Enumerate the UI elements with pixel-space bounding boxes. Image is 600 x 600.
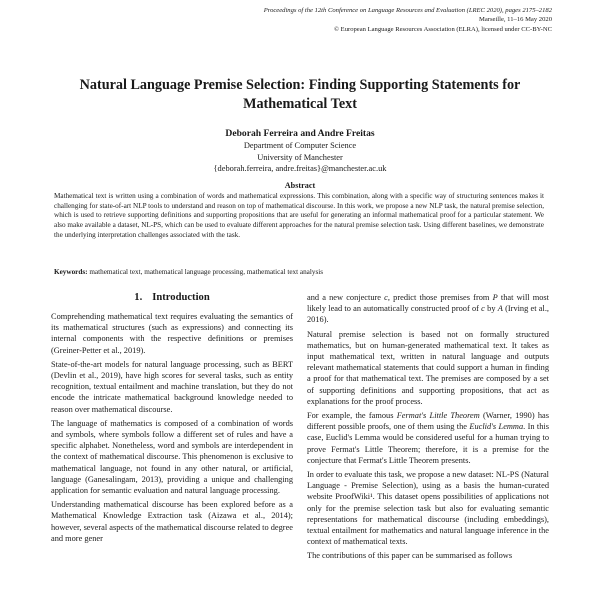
right-column [307,292,549,565]
author-block [0,127,600,175]
paragraph: Comprehending mathematical text requires evaluating the semantics of its mathematical structures (such as expressions) and connecting its internal components with the respective definitions or premises (Greiner-Petter et al., 2019). [51,312,293,355]
paper-title: Natural Language Premise Selection: Finding Supporting Statements for Mathematical Text [79,77,521,112]
section-number: 1. [134,292,143,303]
section-heading [51,292,293,303]
paragraph: State-of-the-art models for natural language processing, such as BERT (Devlin et al., 2019), have high scores for several tasks, such as entity recognition, textual entailment and machine translation, but they do not encode the intricate mathematical background knowledge needed to reason over mathematical discourse. [51,359,293,414]
left-column [51,292,293,547]
abstract-heading: Abstract [284,181,316,190]
department: Department of Computer Science [243,141,357,150]
location-line: Marseille, 11–16 May 2020 [478,16,552,24]
keywords-label: Keywords: [54,268,88,276]
paragraph: Understanding mathematical discourse has been explored before as a Mathematical Knowledge Extraction task (Aizawa et al., 2014); however, several aspects of the mathematical discourse related to degree and more gener [51,500,293,543]
keywords-text: mathematical text, mathematical language processing, mathematical text analysis [89,268,324,276]
author-names: Deborah Ferreira and Andre Freitas [225,128,375,139]
paragraph: Natural premise selection is based not on formally structured mathematics, but on human-generated mathematical text. It takes as input mathematical text, written in natural language and outputs relevant mathematical statements that could support a human in finding a proof for that mathematical text. The premises are composed by a set of supporting definitions and supporting propositions, that act as explanations for the proof process. [307,329,549,406]
university: University of Manchester [257,152,343,162]
abstract-text: Mathematical text is written using a combination of words and mathematical expressions. This combination, along with a specific way of structuring sentences makes it challenging for state-of-art NLP tools to understand and reason on top of mathematical discourse. In this work, we propose a new NLP task, the natural premise selection, which is used to retrieve supporting definitions and supporting propositions that are useful for generating an informal mathematical proof for a particular statement. We also make available a dataset, NL-PS, which can be used to evaluate different approaches for the natural premise selection task. Using different baselines, we demonstrate the underlying interpretation challenges associated with the task. [54,192,544,239]
proceedings-header [252,6,552,34]
lemma-name: Euclid's Lemma [469,422,524,432]
license-line: © European Language Resources Association (ELRA), licensed under CC-BY-NC [334,25,552,33]
keywords [54,268,544,278]
section-title: Introduction [152,292,210,303]
proceedings-line: Proceedings of the 12th Conference on Language Resources and Evaluation (LREC 2020), pages 2175–2182 [263,7,552,14]
paragraph: In order to evaluate this task, we propose a new dataset: NL-PS (Natural Language - Premise Selection), using as a basis the human-curated website ProofWiki¹. This dataset opens possibilities of applications not only for the premise selection task but also for evaluating semantic representations for mathematical discourse (including embeddings), textual entailment for mathematics and natural language inference in the context of mathematical texts. [307,470,549,547]
paragraph: and a new conjecture c, predict those premises from P that will most likely lead to an automatically constructed proof of c by A (Irving et al., 2016). [307,293,549,325]
theorem-name: Fermat's Little Theorem [396,411,480,421]
paragraph: The contributions of this paper can be summarised as follows [307,551,513,561]
author-emails: {deborah.ferreira, andre.freitas}@manchester.ac.uk [213,164,387,174]
paragraph: The language of mathematics is composed of a combination of words and symbols, where symbols follow a different set of rules and have a specific alphabet. Nonetheless, word and symbols are interdependent in the context of mathematical discourse. This phenomenon is exclusive to mathematical language, not found in any other natural, or artificial, language (Ganesalingam, 2013), providing a unique and challenging application for semantic evaluation and natural language processing. [51,418,293,496]
paragraph: For example, the famous Fermat's Little Theorem (Warner, 1990) has different possible proofs, one of them using the Euclid's Lemma. In this case, Euclid's Lemma would be considered useful for a human trying to prove Fermat's Little Theorem; therefore, it is a premise for the conjecture that Fermat's Little Theorem presents. [307,411,549,465]
